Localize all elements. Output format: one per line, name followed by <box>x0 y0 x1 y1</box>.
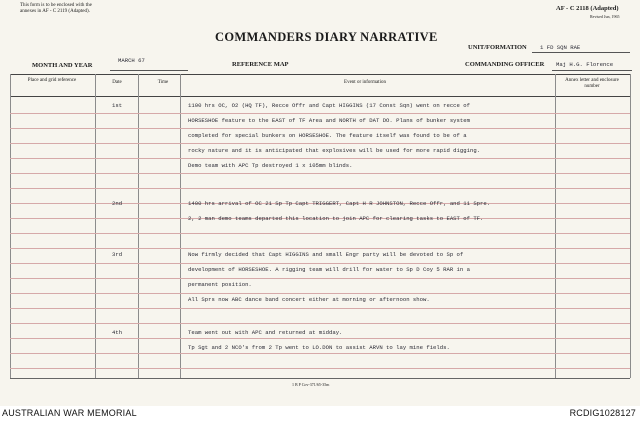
form-code: AF - C 2118 (Adapted) <box>556 5 619 12</box>
entry-line: Team went out with APC and returned at midday. <box>188 329 343 336</box>
entry-line: Now firmly decided that Capt HIGGINS and small Engr party will be devoted to Sp of <box>188 251 464 258</box>
archive-credit: AUSTRALIAN WAR MEMORIAL <box>2 408 137 418</box>
commanding-officer-label: COMMANDING OFFICER <box>465 61 545 68</box>
entry-line: HORSESHOE feature to the EAST of TF Area and NORTH of DAT DO. Plans of bunker system <box>188 117 470 124</box>
unit-label: UNIT/FORMATION <box>468 44 527 51</box>
entry-date: 4th <box>112 329 123 336</box>
entry-line: rocky nature and it is anticipated that explosives will be used for more rapid digging. <box>188 147 481 154</box>
entry-line: 2, 2 man demo teams departed this location to join APC for clearing tasks to EAST of TF. <box>188 215 484 222</box>
entry-line: completed for special bunkers on HORSESHOE. The feature itself was found to be of a <box>188 132 467 139</box>
entry-line: permanent position. <box>188 281 252 288</box>
unit-value: 1 FD SQN RAE <box>540 44 581 51</box>
month-value: MARCH 67 <box>118 57 145 64</box>
enclosure-note-line1: This form is to be enclosed with the <box>20 3 92 8</box>
commanding-officer-value: Maj H.G. Florence <box>556 61 614 68</box>
entry-date: 1st <box>112 102 123 109</box>
page-title: COMMANDERS DIARY NARRATIVE <box>215 30 438 44</box>
printer-imprint: 1 B P Cov-371/65-35m <box>292 382 330 387</box>
entry-date: 3rd <box>112 251 123 258</box>
month-label: MONTH AND YEAR <box>32 62 93 69</box>
enclosure-note-line2: annexes in AF - C 2119 (Adapted). <box>20 9 90 14</box>
col-time-header: Time <box>157 80 169 85</box>
reference-map-label: REFERENCE MAP <box>232 61 289 68</box>
revised-date: Revised Jun, 1965 <box>590 14 620 19</box>
archive-id: RCDIG1028127 <box>569 408 636 418</box>
entry-date: 2nd <box>112 200 123 207</box>
entry-line: development of HORSESHOE. A rigging team will drill for water to Sp D Coy 5 RAR in a <box>188 266 470 273</box>
entry-line: 1400 hrs arrival of OC 21 Sp Tp Capt TRIGGERT, Capt H R JOHNSTON, Recce Offr, and 11 Spre. <box>188 200 491 207</box>
entry-line: Demo team with APC Tp destroyed 1 x 105mm blinds. <box>188 162 353 169</box>
col-event-header: Event or information <box>344 80 386 85</box>
entry-line: Tp Sgt and 2 NCO's from 2 Tp went to LO.DON to assist ARVN to lay mine fields. <box>188 344 450 351</box>
entry-line: All Sprs now ABC dance band concert either at morning or afternoon show. <box>188 296 430 303</box>
col-annex-header: Annex letter and enclosure number <box>565 78 619 89</box>
col-place-header: Place and grid reference <box>27 78 77 83</box>
col-date-header: Date <box>112 80 122 85</box>
entry-line: 1100 hrs OC, O2 (HQ TF), Recce Offr and Capt HIGGINS (17 Const Sqn) went on recce of <box>188 102 470 109</box>
